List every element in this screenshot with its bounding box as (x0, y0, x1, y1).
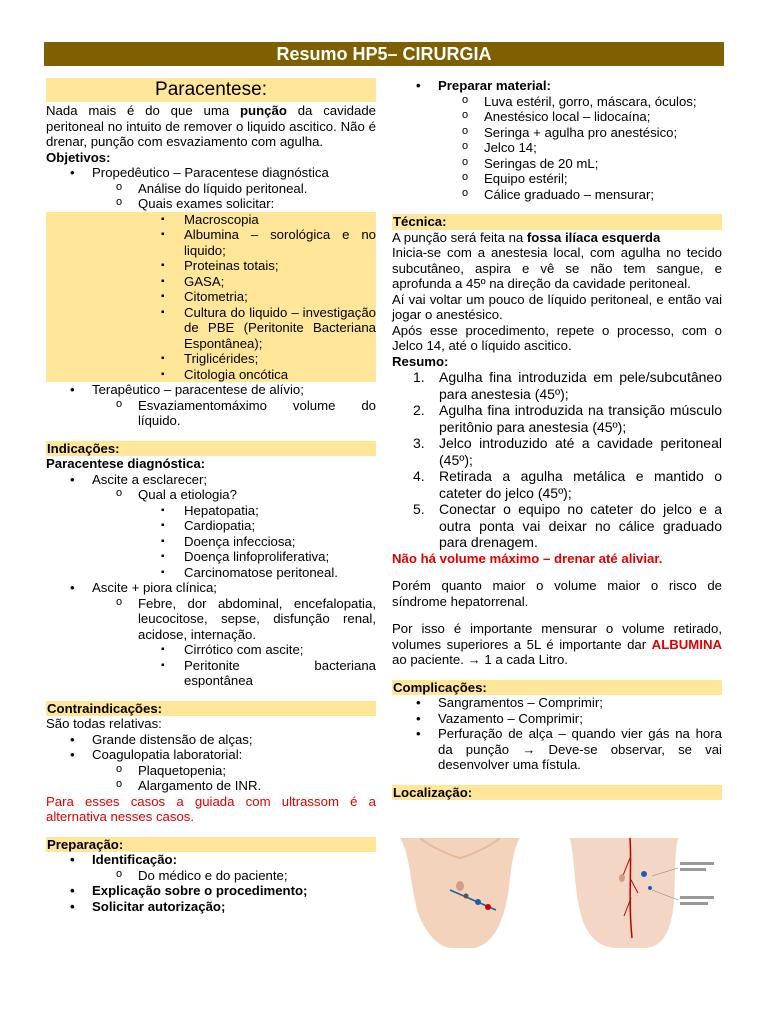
tecnica-p3: Aí vai voltar um pouco de líquido peritoneal, e então vai jogar o anestésico. (392, 291, 722, 322)
list-item-text: Qual a etiologia? (138, 487, 237, 502)
material-item: o Equipo estéril; (392, 171, 722, 187)
list-item-text: Plaquetopenia; (138, 762, 226, 778)
abdomen-figure-1 (392, 838, 528, 948)
list-item-text: Explicação sobre o procedimento; (92, 883, 308, 898)
list-item (46, 549, 376, 565)
list-item-text: Citologia oncótica (184, 366, 289, 382)
resumo-step (392, 402, 722, 435)
list-item-text: Cirrótico com ascite; (184, 642, 304, 657)
list-item (46, 642, 376, 658)
complicacao-item: • Sangramentos – Comprimir; (392, 695, 722, 711)
list-item-text: GASA; (184, 273, 225, 289)
list-item-text: Propedêutico – Paracentese diagnóstica (92, 165, 329, 180)
tecnica-heading: Técnica: (392, 214, 722, 230)
indicacoes-list (46, 472, 376, 689)
resumo-step-number: 4. (413, 468, 425, 484)
resumo-step-text: Agulha fina introduzida em pele/subcutâneo para anestesia (45º); (439, 369, 722, 402)
list-item (46, 899, 376, 915)
material-list-wrapper (392, 78, 722, 94)
preparacao-list (46, 852, 376, 914)
page-banner: Resumo HP5– CIRURGIA (44, 42, 724, 66)
list-item (46, 227, 376, 258)
list-item (46, 747, 376, 763)
list-item (46, 763, 376, 779)
list-item (46, 181, 376, 197)
tecnica-p1-bold: fossa ilíaca esquerda (526, 229, 661, 245)
list-item-text: Ascite a esclarecer; (92, 471, 208, 487)
list-item (46, 487, 376, 503)
contraindicacoes-list (46, 732, 376, 794)
list-item-text: Febre, dor abdominal, encefalopatia, leucocitose, sepse, disfunção renal, acidose, internação. (138, 595, 376, 642)
list-item (46, 398, 376, 429)
list-item-text: Quais exames solicitar: (138, 196, 275, 211)
resumo-step-text: Agulha fina introduzida na transição músculo peritônio para anestesia (45º); (439, 402, 722, 435)
risco-paragraph: Porém quanto maior o volume maior o risco de síndrome hepatorrenal. (392, 578, 722, 609)
tecnica-p1 (392, 230, 722, 246)
contraindicacoes-heading: Contraindicações: (46, 701, 376, 717)
resumo-step (392, 369, 722, 402)
list-item (46, 503, 376, 519)
resumo-step (392, 435, 722, 468)
list-item (46, 534, 376, 550)
resumo-step-text: Conectar o equipo no cateter do jelco e a outra ponta vai deixar no cálice graduado para drenagem. (439, 501, 722, 550)
complicacao-item: • Perfuração de alça – quando vier gás na hora da punção → Deve-se observar, se vai desenvolver uma fístula. (392, 726, 722, 773)
albumina-emphasis: ALBUMINA (651, 636, 722, 652)
list-item-text: Ascite + piora clínica; (92, 580, 217, 595)
list-item (46, 289, 376, 305)
contraindicacoes-note: Para esses casos a guiada com ultrassom é a alternativa nesses casos. (46, 793, 376, 824)
resumo-step-number: 5. (413, 501, 425, 517)
list-item-text: Doença infecciosa; (184, 533, 296, 549)
resumo-heading: Resumo: (392, 353, 449, 369)
tecnica-p2: Inicia-se com a anestesia local, com agulha no tecido subcutâneo, aspira e vê se não tem sangue, e aprofunda a 45º na direção da cavidade peritoneal. (392, 245, 722, 291)
mensurar-text: Por isso é importante mensurar o volume retirado, volumes superiores a 5L é importante dar (392, 621, 722, 652)
indicacoes-heading: Indicações: (46, 441, 376, 457)
resumo-step-number: 3. (413, 435, 425, 451)
list-item (46, 274, 376, 290)
list-item-text: Albumina – sorológica e no liquido; (184, 227, 376, 258)
list-item (46, 580, 376, 596)
list-item (46, 351, 376, 367)
list-item (46, 883, 376, 899)
complicacoes-list (392, 695, 722, 773)
list-item (46, 868, 376, 884)
contraindicacoes-intro: São todas relativas: (46, 716, 162, 731)
list-item-text: Doença linfoproliferativa; (184, 549, 330, 564)
list-item-text: Cultura do liquido – investigação de PBE (Peritonite Bacteriana Espontânea); (184, 304, 376, 351)
resumo-step-text: Jelco introduzido até a cavidade peritoneal (45º); (439, 435, 722, 468)
puncture-site-blue (475, 899, 481, 905)
list-item (46, 778, 376, 794)
material-item: o Jelco 14; (392, 140, 722, 156)
intro-text: Nada mais é do que uma (46, 103, 240, 118)
list-item-text: Solicitar autorização; (92, 898, 226, 914)
paracentese-title: Paracentese: (46, 78, 376, 102)
resumo-list (392, 369, 722, 551)
objetivos-list (46, 165, 376, 429)
material-item: o Anestésico local – lidocaína; (392, 109, 722, 125)
list-item-text: Citometria; (184, 289, 248, 304)
intro-text-end: da cavidade peritoneal no intuito de remover o liquido ascitico. Não é drenar, punção com esvaziamento com agulha. (46, 103, 376, 149)
abdomen-illustration-2 (560, 838, 720, 948)
resumo-step (392, 501, 722, 551)
list-item-text: Grande distensão de alças; (92, 731, 253, 747)
list-item (46, 165, 376, 181)
material-item: o Seringas de 20 mL; (392, 156, 722, 172)
tecnica-p4: Após esse procedimento, repete o processo, com o Jelco 14, até o líquido ascitico. (392, 322, 722, 353)
alert-volume: Não há volume máximo – drenar até aliviar. (392, 550, 663, 566)
puncture-site-red (485, 904, 491, 910)
list-item-text: Alargamento de INR. (138, 778, 262, 793)
resumo-step-number: 1. (413, 369, 425, 385)
material-list (392, 94, 722, 203)
list-item (46, 472, 376, 488)
localizacao-heading: Localização: (392, 785, 722, 801)
abdomen-illustration-1 (392, 838, 528, 948)
list-item (46, 212, 376, 228)
list-item-text: Triglicérides; (184, 351, 259, 366)
list-item-text: Carcinomatose peritoneal. (184, 564, 338, 580)
material-heading: • Preparar material: (392, 78, 722, 94)
list-item-text: Esvaziamentomáximo volume do líquido. (138, 397, 376, 428)
list-item-text: Análise do líquido peritoneal. (138, 180, 308, 196)
list-item-text: Proteinas totais; (184, 258, 279, 273)
list-item (46, 565, 376, 581)
list-item (46, 658, 376, 689)
paracentese-diagnostica-label: Paracentese diagnóstica: (46, 456, 206, 471)
mensurar-text-end: ao paciente. → 1 a cada Litro. (392, 652, 568, 667)
list-item-text: Cardiopatia; (184, 518, 256, 533)
list-item-text: Terapêutico – paracentese de alívio; (92, 382, 304, 397)
list-item (46, 367, 376, 383)
list-item-text: Macroscopia (184, 211, 259, 227)
list-item (46, 382, 376, 398)
list-item-text: Do médico e do paciente; (138, 867, 288, 883)
list-item (46, 258, 376, 274)
list-item-text: Peritonite bacteriana espontânea (184, 657, 376, 688)
resumo-step-number: 2. (413, 402, 425, 418)
list-item (46, 596, 376, 643)
list-item-text: Hepatopatia; (184, 502, 259, 518)
list-item (46, 518, 376, 534)
material-item: o Luva estéril, gorro, máscara, óculos; (392, 94, 722, 110)
list-item (46, 852, 376, 868)
resumo-step-text: Retirada a agulha metálica e mantido o cateter do jelco (45º); (439, 468, 722, 501)
complicacao-item: • Vazamento – Comprimir; (392, 711, 722, 727)
left-column (46, 78, 376, 914)
objetivos-heading: Objetivos: (46, 149, 111, 165)
intro-paragraph (46, 103, 376, 150)
right-column (392, 78, 722, 800)
resumo-step (392, 468, 722, 501)
list-item (46, 732, 376, 748)
mensurar-paragraph (392, 621, 722, 668)
list-item-text: Coagulopatia laboratorial: (92, 747, 243, 762)
list-item (46, 196, 376, 212)
list-item (46, 305, 376, 352)
complicacoes-heading: Complicações: (392, 680, 722, 696)
material-item: o Seringa + agulha pro anestésico; (392, 125, 722, 141)
abdomen-figure-2 (560, 838, 720, 948)
tecnica-p1-text: A punção será feita na (392, 229, 527, 245)
intro-bold: punção (240, 103, 287, 118)
preparacao-heading: Preparação: (46, 837, 376, 853)
material-item: o Cálice graduado – mensurar; (392, 187, 722, 203)
list-item-text: Identificação: (92, 852, 178, 867)
